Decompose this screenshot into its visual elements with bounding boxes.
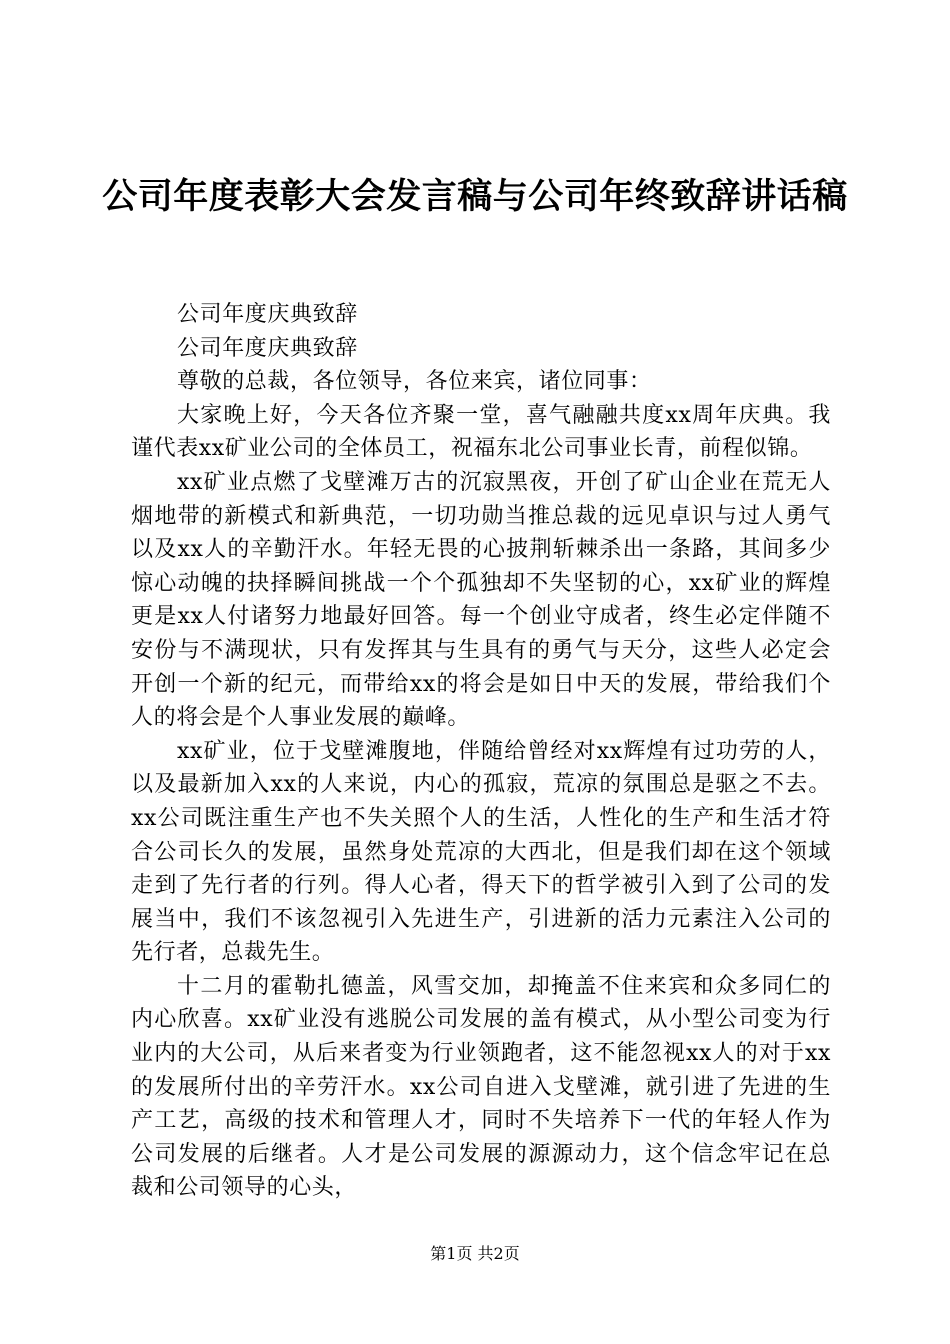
paragraph-company-history: xx矿业点燃了戈壁滩万古的沉寂黑夜，开创了矿山企业在荒无人烟地带的新模式和新典范，一切功勋当推总裁的远见卓识与过人勇气以及xx人的辛勤汗水。年轻无畏的心披荆斩棘杀出一条路，其间多少惊心动魄的抉择瞬间挑战一个个孤独却不失坚韧的心，xx矿业的辉煌更是xx人付诸努力地最好回答。每一个创业守成者，终生必定伴随不安份与不满现状，只有发挥其与生具有的勇气与天分，这些人必定会开创一个新的纪元，而带给xx的将会是如日中天的发展，带给我们个人的将会是个人事业发展的巅峰。 — [131, 469, 831, 731]
paragraph-december-event: 十二月的霍勒扎德盖，风雪交加，却掩盖不住来宾和众多同仁的内心欣喜。xx矿业没有逃脱公司发展的盖有模式，从小型公司变为行业内的大公司，从后来者变为行业领跑者，这不能忽视xx人的对于xx的发展所付出的辛劳汗水。xx公司自进入戈壁滩，就引进了先进的生产工艺，高级的技术和管理人才，同时不失培养下一代的年轻人作为公司发展的后继者。人才是公司发展的源源动力，这个信念牢记在总裁和公司领导的心头， — [131, 973, 831, 1201]
page-number-footer: 第1页 共2页 — [430, 1244, 520, 1263]
paragraph-salutation: 尊敬的总裁，各位领导，各位来宾，诸位同事： — [177, 369, 652, 395]
document-title: 公司年度表彰大会发言稿与公司年终致辞讲话稿 — [102, 176, 848, 217]
paragraph-heading-1: 公司年度庆典致辞 — [177, 302, 358, 327]
paragraph-company-location: xx矿业，位于戈壁滩腹地，伴随给曾经对xx辉煌有过功劳的人，以及最新加入xx的人来说，内心的孤寂，荒凉的氛围总是驱之不去。xx公司既注重生产也不失关照个人的生活，人性化的生产和生活才符合公司长久的发展，虽然身处荒凉的大西北，但是我们却在这个领域走到了先行者的行列。得人心者，得天下的哲学被引入到了公司的发展当中，我们不该忽视引入先进生产，引进新的活力元素注入公司的先行者，总裁先生。 — [131, 738, 831, 966]
paragraph-greeting: 大家晚上好，今天各位齐聚一堂，喜气融融共度xx周年庆典。我谨代表xx矿业公司的全体员工，祝福东北公司事业长青，前程似锦。 — [131, 402, 831, 462]
paragraph-heading-2: 公司年度庆典致辞 — [177, 335, 358, 361]
document-body — [131, 298, 831, 1205]
